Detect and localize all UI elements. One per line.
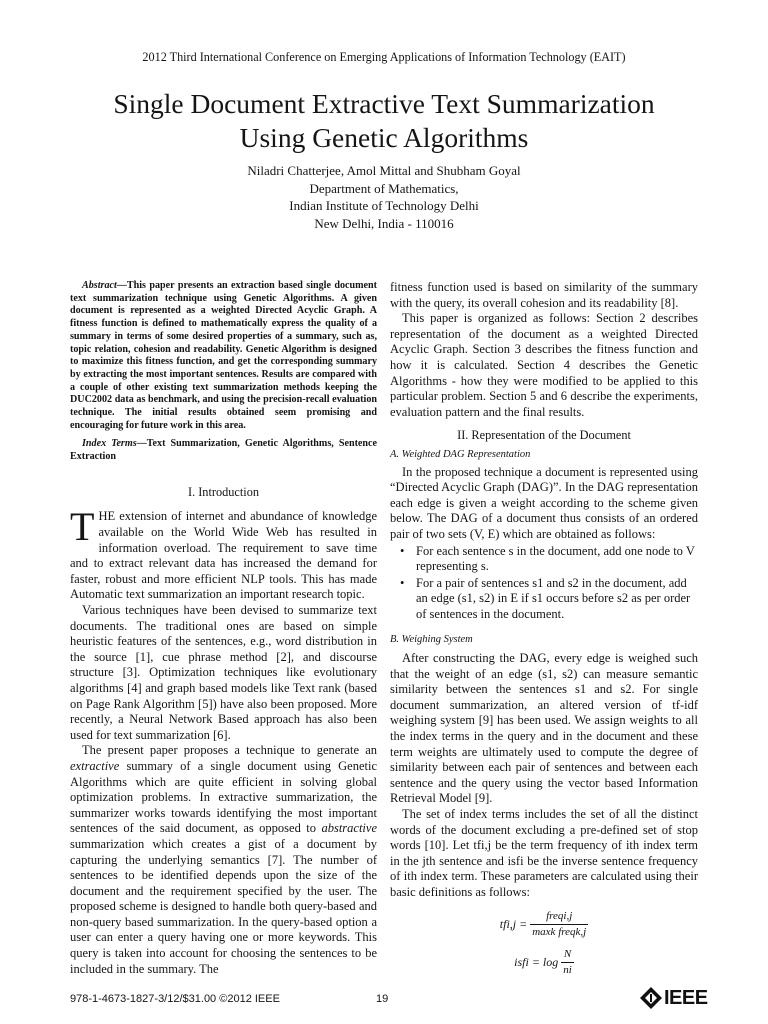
section-heading-introduction: I. Introduction xyxy=(187,484,260,499)
equation-lhs: isfi = log xyxy=(514,954,559,969)
equation-tf xyxy=(390,909,698,941)
fraction xyxy=(561,947,574,979)
page-number: 19 xyxy=(376,993,389,1005)
intro-paragraph-1 xyxy=(70,504,377,603)
text-run: summarization which creates a gist of a document by capturing the underlying semantics [7]. The number of sentences to be identified depends upon the size of the document and the requirement specified by the user. The proposed scheme is designed to handle both query-based and non-query based summarization. In the query-based option a user can enter a query having one or more keywords. This query is taken into account for choosing the sentences to be included in the summary. The xyxy=(70,836,377,976)
continued-paragraph: fitness function used is based on similarity of the summary with the query, its overall cohesion and its readability [8]. xyxy=(390,280,698,310)
ieee-diamond-icon xyxy=(640,987,662,1009)
organization-paragraph: This paper is organized as follows: Section 2 describes representation of the document as a weighted Directed Acyclic Graph. Section 3 describes the fitness function and how it is calculated. Section 4 describes the Genetic Algorithms - how they were modified to be applied to this particular problem. Section 5 and 6 describe the experiments, evaluation pattern and the final results. xyxy=(390,311,698,419)
subsection-heading-weighing: B. Weighing System xyxy=(390,634,473,646)
abstract-lead: Abstract xyxy=(82,280,117,291)
paper-title xyxy=(60,87,708,155)
bullet-item: • For a pair of sentences s1 and s2 in the document, add an edge (s1, s2) in E if s1 occurs before s2 as per order of sentences in the document. xyxy=(390,576,698,623)
author-department: Department of Mathematics, xyxy=(309,180,459,196)
weighing-paragraph-2: The set of index terms includes the set of all the distinct words of the document excluding a pre-defined set of stop words [10]. Let tfi,j be the term frequency of ith index term in the jth sentence and isfi be the inverse sentence frequency of ith index term. These parameters are calculated using their basic definitions as follows: xyxy=(390,807,698,899)
index-terms-text: —Text Summarization, Genetic Algorithms, Sentence Extraction xyxy=(70,438,377,463)
equation-isf xyxy=(390,947,698,979)
section-heading-representation: II. Representation of the Document xyxy=(457,428,631,443)
intro-paragraph-1-text: HE extension of internet and abundance of knowledge available on the World Wide Web has resulted in information overload. The requirement to save time and to extract relevant data has increased the demand for faster, robust and more efficient NLP tools. This has made Automatic text summarization an important research topic. xyxy=(70,509,377,602)
text-run: summary of a single document using Genetic Algorithms which are quite efficient in solving global optimization problems. In extractive summarization, the summarizer works towards identifying the most important sentences of the said document, as opposed to xyxy=(70,758,377,836)
weighing-paragraph-1: After constructing the DAG, every edge is weighed such that the weight of an edge (s1, s2) can measure semantic similarity between the sentences s1 and s2. For single document summarization, an altered version of tf-idf weighing system [9] has been used. We assign weights to all the index terms in the query and in the document and these term weights are ultimately used to compute the degree of similarity between each pair of sentences and between each sentence and the query using the vector based Information Retrieval Model [9]. xyxy=(390,651,698,806)
conference-header: 2012 Third International Conference on Emerging Applications of Information Technology (EAIT) xyxy=(142,50,626,64)
bullet-item: • For each sentence s in the document, add one node to V representing s. xyxy=(390,544,698,575)
right-column xyxy=(390,280,698,979)
footer-isbn: 978-1-4673-1827-3/12/$31.00 ©2012 IEEE xyxy=(70,993,280,1005)
title-line: Using Genetic Algorithms xyxy=(239,122,529,153)
fraction-numerator: freqi,j xyxy=(530,909,588,926)
author-address: New Delhi, India - 110016 xyxy=(314,215,454,231)
fraction-denominator: maxk freqk,j xyxy=(532,926,587,939)
abstract xyxy=(70,280,377,432)
ieee-wordmark: IEEE xyxy=(664,987,708,1009)
fraction xyxy=(530,909,588,941)
author-institution: Indian Institute of Technology Delhi xyxy=(289,198,479,213)
index-terms xyxy=(70,438,377,463)
title-line: Single Document Extractive Text Summarization xyxy=(113,88,655,119)
index-terms-lead: Index Terms xyxy=(82,438,137,450)
dag-paragraph: In the proposed technique a document is represented using “Directed Acyclic Graph (DAG)”. In the DAG representation each edge is given a weight according to the scheme given below. The DAG of a document thus consists of an ordered pair of two sets (V, E) which are obtained as follows: xyxy=(390,464,698,541)
fraction-denominator: ni xyxy=(563,964,572,977)
ieee-logo xyxy=(640,985,718,1011)
emphasis: abstractive xyxy=(321,821,377,836)
subsection-heading-dag: A. Weighted DAG Representation xyxy=(390,448,531,460)
intro-paragraph-2: Various techniques have been devised to summarize text documents. The traditional ones are based on simple heuristic features of the sentences, e.g., word distribution in the source [1], cue phrase method [2], and discourse structure [3]. Optimization techniques like evolutionary algorithms [4] and graph based models like Text rank (based on Page Rank Algorithm [5]) have also been proposed. More recently, a Neural Network Based approach has also been used for text summarization [6]. xyxy=(70,603,377,742)
equation-lhs: tfi,j = xyxy=(499,916,528,931)
text-run: The present paper proposes a technique to generate an xyxy=(82,743,377,758)
intro-paragraph-3 xyxy=(70,743,377,977)
fraction-numerator: N xyxy=(561,947,574,964)
author-names: Niladri Chatterjee, Amol Mittal and Shubham Goyal xyxy=(247,163,521,178)
left-column xyxy=(70,280,377,977)
author-block xyxy=(0,162,768,232)
drop-cap: T xyxy=(70,504,95,550)
emphasis: extractive xyxy=(70,758,120,773)
abstract-text: —This paper presents an extraction based single document text summarization technique using Genetic Algorithms. A given document is represented as a weighted Directed Acyclic Graph. A fitness function is defined to mathematically express the quality of a summary in terms of some desired properties of a summary, such as, topic relation, cohesion and readability. Genetic Algorithm is designed to maximize this fitness function, and get the corresponding summary by extracting the most important sentences. Results are compared with a couple of other existing text summarization methods keeping the DUC2002 data as benchmark, and using the precision-recall evaluation technique. The initial results obtained seem promising and encouraging for future work in this area. xyxy=(70,280,377,431)
